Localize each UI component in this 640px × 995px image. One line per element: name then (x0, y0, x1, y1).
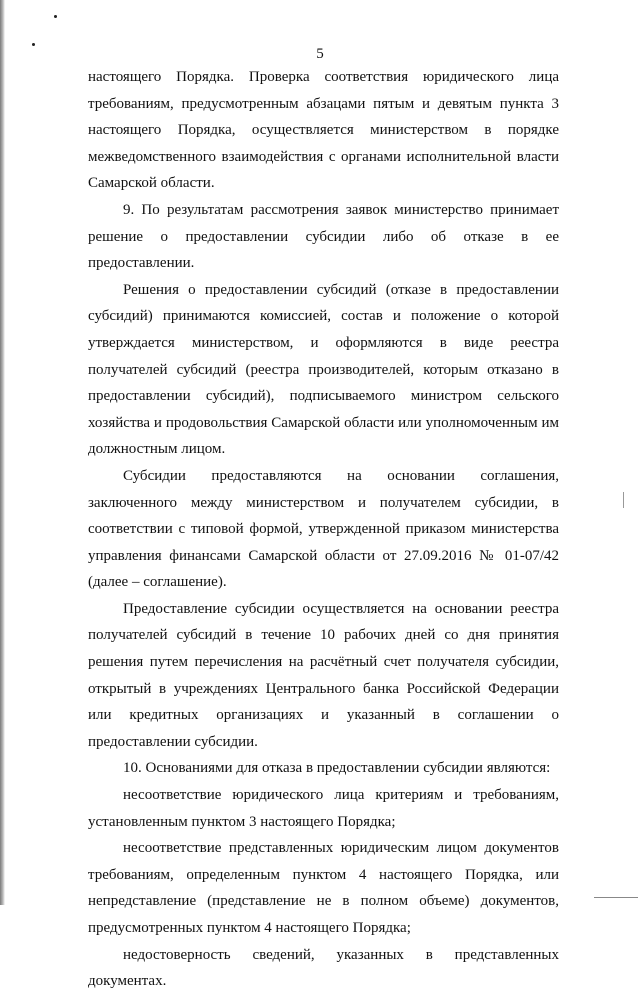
page-number: 5 (316, 46, 324, 62)
paragraph: несоответствие представленных юридическим лицом документов требованиям, определенным пунктом 4 настоящего Порядка, или непредставление (представление не в полном объеме) документов, предусмотренных пунктом 4 настоящего Порядка; (88, 840, 559, 936)
paragraph: недостоверность сведений, указанных в представленных документах. (88, 946, 559, 990)
paragraph: несоответствие юридического лица критериям и требованиям, установленным пунктом 3 настоящего Порядка; (88, 787, 559, 830)
paragraph: Субсидии предоставляются на основании соглашения, заключенного между министерством и получателем субсидии, в соответствии с типовой формой, утвержденной приказом министерства управления финансами Самарской области от 27.09.2016 № 01-07/42 (далее – соглашение). (88, 467, 559, 591)
paragraph: Предоставление субсидии осуществляется на основании реестра получателей субсидий в течение 10 рабочих дней со дня принятия решения путем перечисления на расчётный счет получателя субсидии, открытый в учреждениях Центрального банка Российской Федерации или кредитных организациях и указанный в соглашении о предоставлении субсидии. (88, 600, 559, 750)
paragraph: настоящего Порядка. Проверка соответствия юридического лица требованиям, предусмотренным абзацами пятым и девятым пункта 3 настоящего Порядка, осуществляется министерством в порядке межведомственного взаимодействия с органами исполнительной власти Самарской области. (88, 69, 559, 192)
paragraph: 9. По результатам рассмотрения заявок министерство принимает решение о предоставлении субсидии либо об отказе в ее предоставлении. (88, 201, 559, 272)
document-body (88, 64, 559, 995)
scan-edge (0, 0, 5, 905)
paragraph: 10. Основаниями для отказа в предоставлении субсидии являются: (123, 760, 551, 777)
scan-speck (54, 15, 57, 18)
scan-margin-mark (623, 492, 624, 508)
bottom-rule (594, 897, 638, 898)
paragraph: Решения о предоставлении субсидий (отказе в предоставлении субсидий) принимаются комиссией, состав и положение о которой утверждается министерством, и оформляются в виде реестра получателей субсидий (реестра производителей, которым отказано в предоставлении субсидий), подписываемого министром сельского хозяйства и продовольствия Самарской области или уполномоченным им должностным лицом. (88, 281, 559, 458)
